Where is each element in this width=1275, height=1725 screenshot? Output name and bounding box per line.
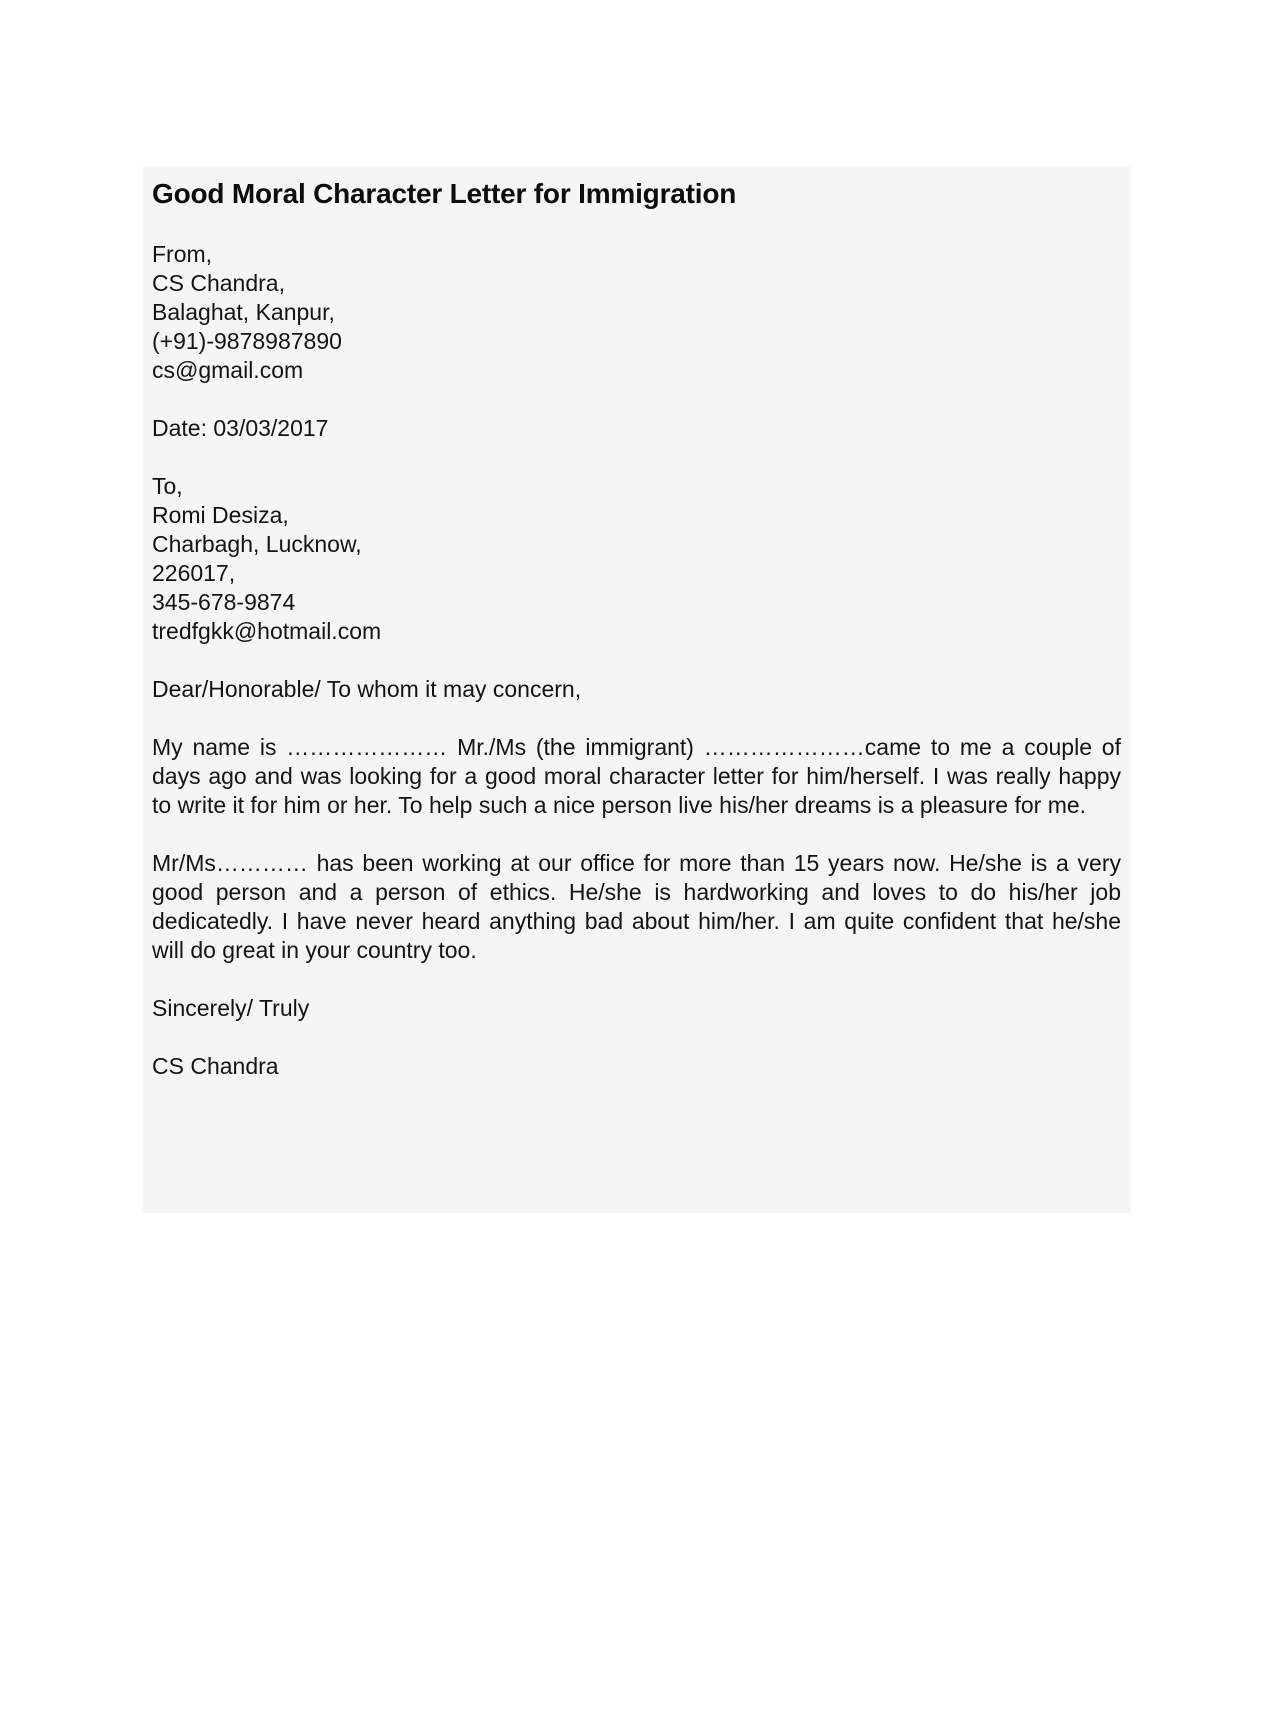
sender-name: CS Chandra, [152, 270, 285, 296]
recipient-address: Charbagh, Lucknow, [152, 531, 362, 557]
sender-email: cs@gmail.com [152, 357, 304, 383]
letter-body-panel [143, 167, 1131, 1213]
recipient-email: tredfgkk@hotmail.com [152, 618, 382, 644]
from-label: From, [152, 241, 213, 267]
body-paragraph-1: My name is ………………… Mr./Ms (the immigrant) …………………came to me a couple of days ago and was looking for a good moral character letter for him/herself. I was really happy to write it for him or her. To help such a nice person live his/her dreams is a pleasure for me. [152, 734, 1121, 818]
signature-name: CS Chandra [152, 1053, 279, 1079]
to-label: To, [152, 473, 183, 499]
sender-address-block [152, 240, 1121, 385]
sender-phone: (+91)-9878987890 [152, 328, 342, 354]
letter-title: Good Moral Character Letter for Immigration [152, 178, 737, 209]
body-paragraph-2: Mr/Ms………… has been working at our office for more than 15 years now. He/she is a very good person and a person of ethics. He/she is hardworking and loves to do his/her job dedicatedly. I have never heard anything bad about him/her. I am quite confident that he/she will do great in your country too. [152, 850, 1121, 963]
closing-line: Sincerely/ Truly [152, 995, 310, 1021]
recipient-address-block [152, 472, 1121, 646]
sender-address: Balaghat, Kanpur, [152, 299, 335, 325]
date-line: Date: 03/03/2017 [152, 415, 329, 441]
recipient-name: Romi Desiza, [152, 502, 289, 528]
date-block [152, 414, 1121, 443]
salutation-line: Dear/Honorable/ To whom it may concern, [152, 676, 582, 702]
recipient-phone: 345-678-9874 [152, 589, 296, 615]
recipient-postal-code: 226017, [152, 560, 236, 586]
